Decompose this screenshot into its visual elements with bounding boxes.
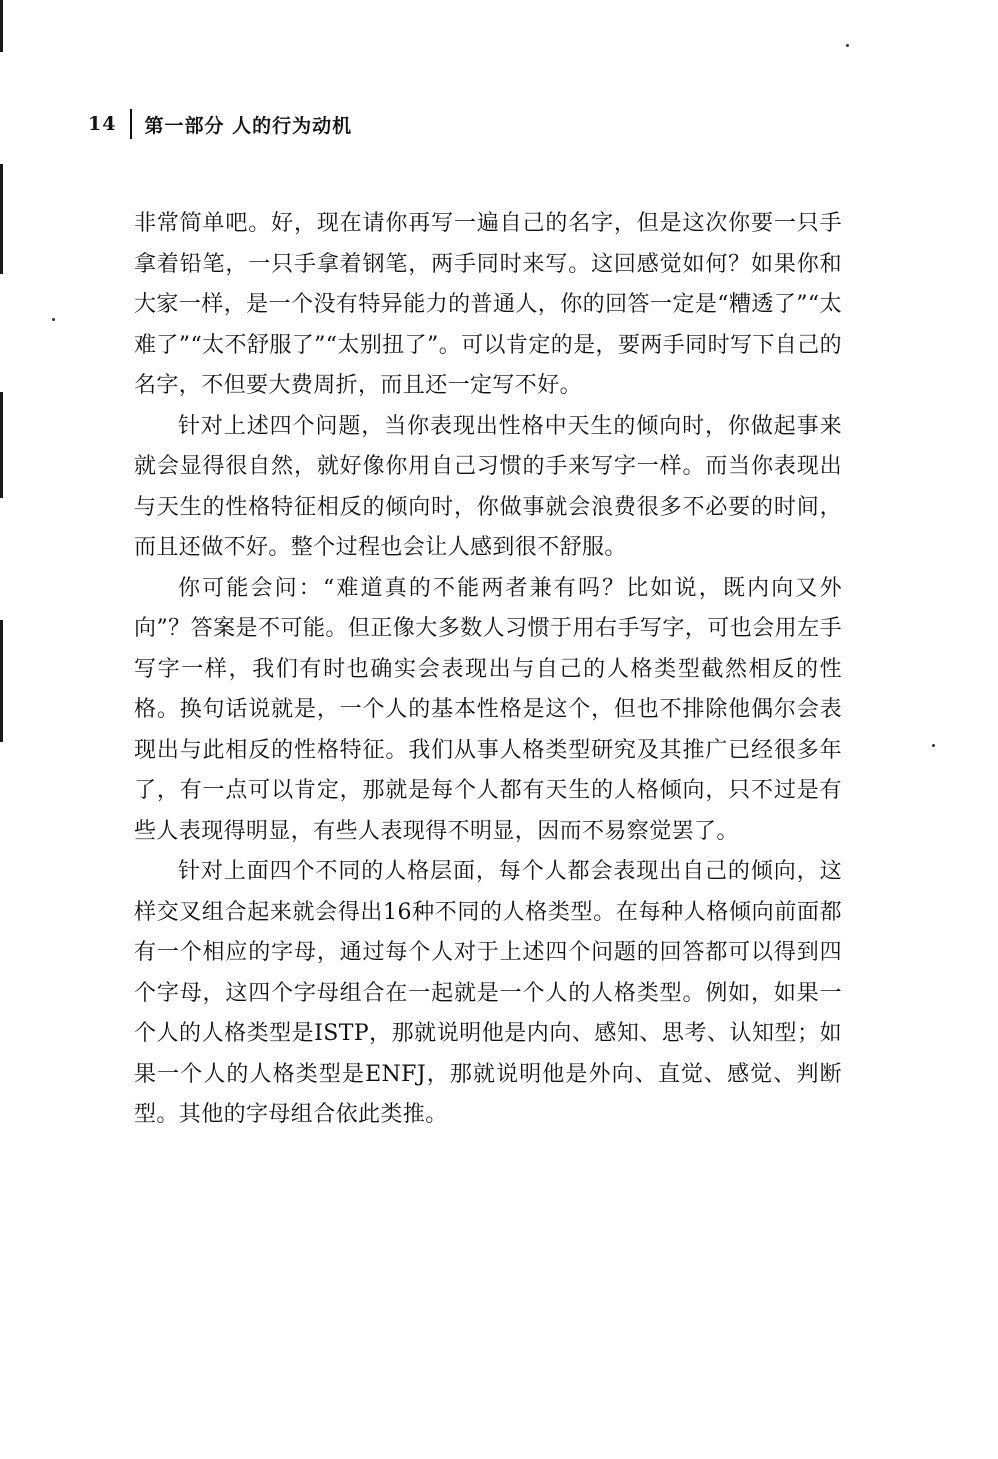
- header-divider: [130, 109, 132, 139]
- paragraph: 针对上面四个不同的人格层面，每个人都会表现出自己的倾向，这样交叉组合起来就会得出16种不同的人格类型。在每种人格倾向前面都有一个相应的字母，通过每个人对于上述四个问题的回答都可以得到四个字母，这四个字母组合在一起就是一个人的人格类型。例如，如果一个人的人格类型是ISTP，那就说明他是内向、感知、思考、认知型；如果一个人的人格类型是ENFJ，那就说明他是外向、直觉、感觉、判断型。其他的字母组合依此类推。: [134, 859, 842, 1127]
- scan-edge-mark: [0, 392, 3, 498]
- part-title: 第一部分 人的行为动机: [144, 114, 353, 137]
- paragraph: 针对上述四个问题，当你表现出性格中天生的倾向时，你做起事来就会显得很自然，就好像你用自己习惯的手来写字一样。而当你表现出与天生的性格特征相反的倾向时，你做事就会浪费很多不必要的时间，而且还做不好。整个过程也会让人感到很不舒服。: [134, 413, 842, 560]
- running-head: [88, 104, 352, 144]
- page-number: 14: [88, 113, 117, 135]
- scan-edge-mark: [0, 0, 3, 52]
- scan-speck: [52, 318, 55, 321]
- paragraph: 非常简单吧。好，现在请你再写一遍自己的名字，但是这次你要一只手拿着铅笔，一只手拿着钢笔，两手同时来写。这回感觉如何？如果你和大家一样，是一个没有特异能力的普通人，你的回答一定是“糟透了”“太难了”“太不舒服了”“太别扭了”。可以肯定的是，要两手同时写下自己的名字，不但要大费周折，而且还一定写不好。: [134, 211, 842, 398]
- body-text: [134, 204, 842, 1136]
- scan-edge-mark: [0, 164, 3, 274]
- scan-speck: [932, 744, 935, 747]
- paragraph: 你可能会问：“难道真的不能两者兼有吗？比如说，既内向又外向”？答案是不可能。但正像大多数人习惯于用右手写字，可也会用左手写字一样，我们有时也确实会表现出与自己的人格类型截然相反的性格。换句话说就是，一个人的基本性格是这个，但也不排除他偶尔会表现出与此相反的性格特征。我们从事人格类型研究及其推广已经很多年了，有一点可以肯定，那就是每个人都有天生的人格倾向，只不过是有些人表现得明显，有些人表现得不明显，因而不易察觉罢了。: [134, 575, 842, 844]
- scan-edge-mark: [0, 620, 3, 742]
- scan-speck: [846, 44, 849, 47]
